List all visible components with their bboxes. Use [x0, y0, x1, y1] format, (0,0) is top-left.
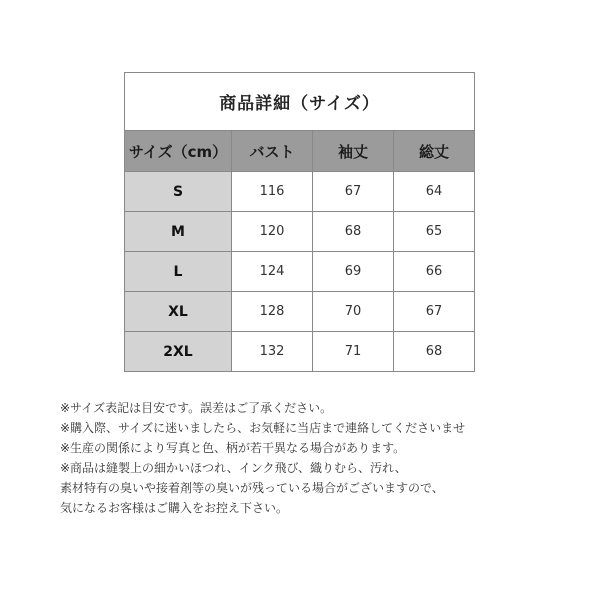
length-value: 66 [394, 252, 475, 292]
table-header-row [125, 131, 475, 172]
bust-value: 124 [232, 252, 313, 292]
bust-value: 128 [232, 292, 313, 332]
sleeve-value: 70 [313, 292, 394, 332]
size-label: M [125, 212, 232, 252]
table-row [125, 332, 475, 372]
note-line: ※購入際、サイズに迷いましたら、お気軽に当店まで連絡してくださいませ [60, 421, 466, 435]
header-size: サイズ（cm） [125, 131, 232, 172]
size-table [124, 72, 475, 372]
sleeve-value: 68 [313, 212, 394, 252]
length-value: 67 [394, 292, 475, 332]
length-value: 68 [394, 332, 475, 372]
header-bust: バスト [232, 131, 313, 172]
table-row [125, 212, 475, 252]
header-sleeve: 袖丈 [313, 131, 394, 172]
bust-value: 120 [232, 212, 313, 252]
notes-block [60, 398, 590, 518]
note-line: ※生産の関係により写真と色、柄が若干異なる場合があります。 [60, 441, 406, 455]
note-line: ※商品は縫製上の細かいほつれ、インク飛び、織りむら、汚れ、 [60, 461, 407, 475]
bust-value: 132 [232, 332, 313, 372]
table-row [125, 252, 475, 292]
note-line: ※サイズ表記は目安です。誤差はご了承ください。 [60, 401, 333, 415]
length-value: 65 [394, 212, 475, 252]
table-row [125, 172, 475, 212]
note-line: 気になるお客様はご購入をお控え下さい。 [60, 501, 289, 515]
table-row [125, 292, 475, 332]
sleeve-value: 71 [313, 332, 394, 372]
bust-value: 116 [232, 172, 313, 212]
table-title: 商品詳細（サイズ） [125, 73, 475, 131]
size-label: 2XL [125, 332, 232, 372]
size-label: L [125, 252, 232, 292]
note-line: 素材特有の臭いや接着剤等の臭いが残っている場合がございますので、 [60, 481, 444, 495]
header-length: 総丈 [394, 131, 475, 172]
size-label: S [125, 172, 232, 212]
sleeve-value: 69 [313, 252, 394, 292]
size-label: XL [125, 292, 232, 332]
length-value: 64 [394, 172, 475, 212]
sleeve-value: 67 [313, 172, 394, 212]
